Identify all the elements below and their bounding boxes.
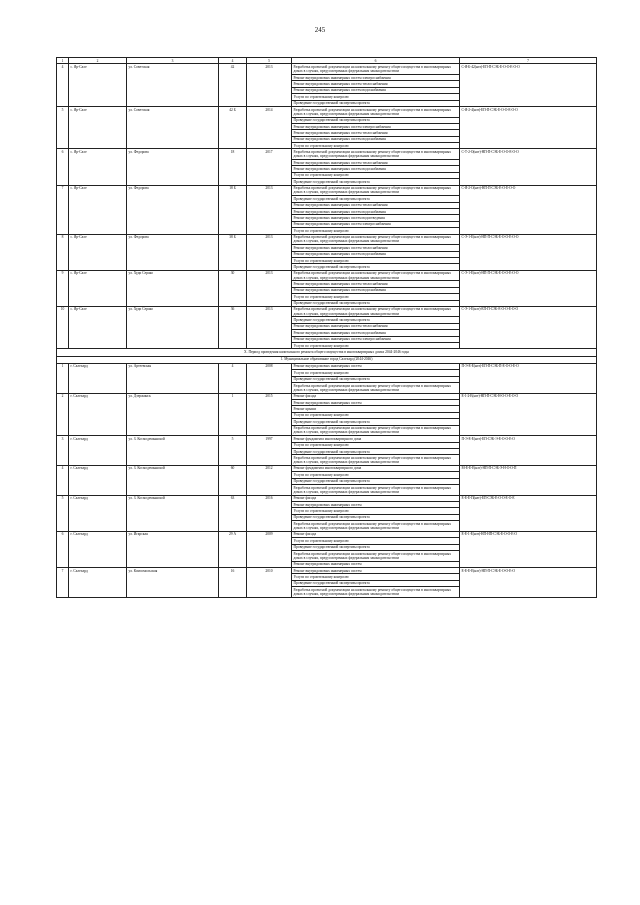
column-number: 2 [69, 58, 127, 64]
construction-year: 2013 [247, 234, 292, 270]
row-number: 6 [57, 149, 69, 185]
object-code: П-Э-Е-Е(нлт)-ЕП-СЭБ-Э-Е-О-О-Е-О [460, 436, 597, 466]
work-type: Услуги по строительному контролю [292, 257, 460, 263]
house-number: 42 Б [219, 106, 247, 149]
table-row [57, 234, 597, 245]
object-code: С-Э-1-Е(нлт)-НП-П-СЭБ-Е-О-О-Е-О-О [460, 234, 597, 270]
work-type: Ремонт внутридомовых инженерных систем электроснабжения [292, 123, 460, 129]
work-type: Проведение государственной экспертизы проекта [292, 376, 460, 382]
work-type: Разработка проектной документации на капитальному ремонту общего имущества в многоквартирных домах в случаях, предусмотренных федеральным законодательством [292, 64, 460, 75]
settlement: с. Яр-Сале [69, 149, 127, 185]
work-type: Услуги по строительному контролю [292, 508, 460, 514]
street: ул. Федорова [127, 149, 219, 185]
work-type: Разработка проектной документации на капитальному ремонту общего имущества в многоквартирных домах в случаях, предусмотренных федеральным законодательством [292, 106, 460, 117]
house-number: 38 Б [219, 234, 247, 270]
row-number: 7 [57, 185, 69, 234]
house-number: 5 [219, 436, 247, 466]
object-code: С-Э-1-Е(нлт)-НП-П-СЭБ-Е-О-О-Е-О-О [460, 270, 597, 306]
work-type: Разработка проектной документации на капитальному ремонту общего имущества в многоквартирных домах в случаях, предусмотренных федеральным законодательством [292, 185, 460, 196]
work-type: Ремонт внутридомовых инженерных систем водоснабжения [292, 330, 460, 336]
construction-year: 2012 [247, 465, 292, 495]
work-type: Ремонт внутридомовых инженерных систем электроснабжения [292, 336, 460, 342]
construction-year: 2013 [247, 185, 292, 234]
street: ул. Комсомольская [127, 567, 219, 597]
row-number: 7 [57, 567, 69, 597]
street: ул. З. Космодемьянской [127, 436, 219, 466]
work-type: Ремонт внутридомовых инженерных систем [292, 561, 460, 567]
street: ул. Федорова [127, 185, 219, 234]
work-type: Ремонт внутридомовых инженерных систем теплоснабжения [292, 81, 460, 87]
table-row [57, 64, 597, 75]
work-type: Ремонт внутридомовых инженерных систем [292, 567, 460, 573]
column-number: 6 [292, 58, 460, 64]
settlement: г. Салехард [69, 363, 127, 393]
repair-plan-table [56, 57, 597, 598]
object-code: Е-Е-Е-П(нлт)-ЕП-СЭБ-Е-О-О-Е-О-Е [460, 495, 597, 531]
work-type: Ремонт внутридомовых инженерных систем теплоснабжения [292, 323, 460, 329]
work-type: Ремонт внутридомовых инженерных систем электроснабжения [292, 74, 460, 80]
construction-year: 2009 [247, 531, 292, 567]
work-type: Проведение государственной экспертизы проекта [292, 580, 460, 586]
work-type: Ремонт внутридомовых инженерных систем теплоснабжения [292, 160, 460, 166]
house-number: 60 [219, 465, 247, 495]
construction-year: 2008 [247, 363, 292, 393]
work-type: Разработка проектной документации на капитальному ремонту общего имущества в многоквартирных домах в случаях, предусмотренных федеральным законодательством [292, 306, 460, 317]
object-code: Е-1-2-Е(нлт)-НП-П-СЭБ-Н-О-О-Е-О-О [460, 393, 597, 436]
column-number: 7 [460, 58, 597, 64]
work-type: Разработка проектной документации на капитальному ремонту общего имущества в многоквартирных домах в случаях, предусмотренных федеральным законодательством [292, 425, 460, 436]
row-number: 10 [57, 306, 69, 349]
work-type: Ремонт внутридомовых инженерных систем водоснабжения [292, 209, 460, 215]
work-type: Услуги по строительному контролю [292, 294, 460, 300]
construction-year: 2014 [247, 106, 292, 149]
table-row [57, 270, 597, 281]
house-number: 16 [219, 567, 247, 597]
work-type: Услуги по строительному контролю [292, 370, 460, 376]
work-type: Ремонт фундамента многоквартирного дома [292, 436, 460, 442]
table-row [57, 149, 597, 160]
object-code: С-Т-2-О(нлт)-НП-П-СЭБ-Е-О-О-Е-О-О [460, 149, 597, 185]
row-number: 5 [57, 495, 69, 531]
work-type: Проведение государственной экспертизы проекта [292, 264, 460, 270]
settlement: г. Салехард [69, 531, 127, 567]
table-row [57, 106, 597, 117]
settlement: с. Яр-Сале [69, 306, 127, 349]
table-row [57, 185, 597, 196]
row-number: 3 [57, 436, 69, 466]
work-type: Проведение государственной экспертизы проекта [292, 196, 460, 202]
row-number: 4 [57, 465, 69, 495]
house-number: 29 А [219, 531, 247, 567]
street: ул. Игарская [127, 531, 219, 567]
work-type: Разработка проектной документации на капитальному ремонту общего имущества в многоквартирных домах в случаях, предусмотренных федеральным законодательством [292, 455, 460, 466]
work-type: Ремонт внутридомовых инженерных систем водоснабжения [292, 251, 460, 257]
object-code: С-Я-Б-42(нлт)-ЕП-П-СЭБ-Е-О-О-Е-О-О [460, 64, 597, 107]
object-code: Е-Е-Е-Е(нлт)-НП-П-СЭБ-Е-О-О-Е-О [460, 567, 597, 597]
work-type: Услуги по строительному контролю [292, 442, 460, 448]
object-code: М-Е-Е-Е(нлт)-НП-П-СЭБ-Э-Н-О-О-П [460, 465, 597, 495]
work-type: Разработка проектной документации на капитальному ремонту общего имущества в многоквартирных домах в случаях, предусмотренных федеральным законодательством [292, 587, 460, 598]
work-type: Разработка проектной документации на капитальному ремонту общего имущества в многоквартирных домах в случаях, предусмотренных федеральным законодательством [292, 234, 460, 245]
construction-year: 2013 [247, 270, 292, 306]
work-type: Ремонт внутридомовых инженерных систем водоснабжения [292, 136, 460, 142]
settlement: г. Салехард [69, 436, 127, 466]
work-type: Услуги по строительному контролю [292, 412, 460, 418]
house-number: 30 [219, 270, 247, 306]
work-type: Разработка проектной документации на капитальному ремонту общего имущества в многоквартирных домах в случаях, предусмотренных федеральным законодательством [292, 550, 460, 561]
street: ул. З. Космодемьянской [127, 465, 219, 495]
settlement: с. Яр-Сале [69, 64, 127, 107]
work-type: Ремонт внутридомовых инженерных систем теплоснабжения [292, 281, 460, 287]
work-type: Ремонт внутридомовых инженерных систем электроснабжения [292, 221, 460, 227]
work-type: Ремонт внутридомовых инженерных систем водоснабжения [292, 287, 460, 293]
work-type: Разработка проектной документации на капитальному ремонту общего имущества в многоквартирных домах в случаях, предусмотренных федеральным законодательством [292, 270, 460, 281]
work-type: Ремонт внутридомовых инженерных систем теплоснабжения [292, 245, 460, 251]
row-number: 2 [57, 393, 69, 436]
table-row [57, 306, 597, 317]
settlement: г. Салехард [69, 393, 127, 436]
work-type: Ремонт внутридомовых инженерных систем [292, 363, 460, 369]
work-type: Ремонт крыши [292, 406, 460, 412]
work-type: Ремонт внутридомовых инженерных систем [292, 399, 460, 405]
settlement: с. Яр-Сале [69, 234, 127, 270]
construction-year: 2017 [247, 149, 292, 185]
page-number: 245 [314, 26, 326, 34]
street: ул. Федорова [127, 234, 219, 270]
house-number: 36 [219, 306, 247, 349]
construction-year: 2015 [247, 393, 292, 436]
work-type: Проведение государственной экспертизы проекта [292, 514, 460, 520]
work-type: Услуги по строительному контролю [292, 143, 460, 149]
work-type: Ремонт фасада [292, 495, 460, 501]
street: ул. Советская [127, 64, 219, 107]
work-type: Проведение государственной экспертизы проекта [292, 448, 460, 454]
house-number: 4 [219, 363, 247, 393]
street: ул. Худи Серако [127, 306, 219, 349]
subsection-row [57, 356, 597, 363]
row-number: 9 [57, 270, 69, 306]
row-number: 8 [57, 234, 69, 270]
construction-year: 2013 [247, 64, 292, 107]
work-type: Услуги по строительному контролю [292, 94, 460, 100]
object-code: С-Э-1-Е(нлт)-ЕП-П-СЭБ-Е-О-О-Е-О-О [460, 306, 597, 349]
settlement: с. Яр-Сале [69, 106, 127, 149]
row-number: 4 [57, 64, 69, 107]
work-type: Проведение государственной экспертизы проекта [292, 100, 460, 106]
work-type: Услуги по строительному контролю [292, 343, 460, 349]
object-code: С-Я-2-4(нлт)-ЕП-П-СЭБ-Е-О-О-Е-О-О [460, 106, 597, 149]
construction-year: 2016 [247, 495, 292, 531]
construction-year: 2010 [247, 567, 292, 597]
work-type: Ремонт внутридомовых инженерных систем водоотведения [292, 215, 460, 221]
row-number: 6 [57, 531, 69, 567]
work-type: Проведение государственной экспертизы проекта [292, 317, 460, 323]
work-type: Ремонт фундамента многоквартирного дома [292, 465, 460, 471]
work-type: Ремонт внутридомовых инженерных систем водоснабжения [292, 87, 460, 93]
column-number: 3 [127, 58, 219, 64]
column-number: 1 [57, 58, 69, 64]
work-type: Разработка проектной документации на капитальному ремонту общего имущества в многоквартирных домах в случаях, предусмотренных федеральным законодательством [292, 382, 460, 393]
settlement: г. Салехард [69, 465, 127, 495]
house-number: 18 [219, 149, 247, 185]
work-type: Услуги по строительному контролю [292, 228, 460, 234]
street: ул. Артеевская [127, 363, 219, 393]
house-number: 42 [219, 64, 247, 107]
object-code: Е-Е-1-Е(нлт)-НП-НП-СЭБ-Е-О-О-Е-О [460, 531, 597, 567]
construction-year: 2013 [247, 306, 292, 349]
section-row [57, 349, 597, 356]
work-type: Ремонт внутридомовых инженерных систем теплоснабжения [292, 202, 460, 208]
object-code: П-Э-Е-Е(нлт)-ЕП-П-СЭБ-П-Е-О-О-Е-О [460, 363, 597, 393]
work-type: Услуги по строительному контролю [292, 472, 460, 478]
work-type: Проведение государственной экспертизы проекта [292, 300, 460, 306]
street: ул. З. Космодемьянской [127, 495, 219, 531]
work-type: Проведение государственной экспертизы проекта [292, 117, 460, 123]
settlement: г. Салехард [69, 495, 127, 531]
row-number: 1 [57, 363, 69, 393]
work-type: Разработка проектной документации на капитальному ремонту общего имущества в многоквартирных домах в случаях, предусмотренных федеральным законодательством [292, 521, 460, 532]
work-type: Ремонт внутридомовых инженерных систем теплоснабжения [292, 130, 460, 136]
house-number: 63 [219, 495, 247, 531]
work-type: Ремонт фасада [292, 531, 460, 537]
subsection-title: 1. Муниципальное образование город Салехард (2044-2046) [57, 356, 597, 363]
street: ул. Дзержинск [127, 393, 219, 436]
settlement: с. Яр-Сале [69, 270, 127, 306]
house-number: 18 Б [219, 185, 247, 234]
section-title: X. Период проведения капитального ремонта общего имущества в многоквартирных домах 2044-2046 годы [57, 349, 597, 356]
work-type: Разработка проектной документации на капитальному ремонту общего имущества в многоквартирных домах в случаях, предусмотренных федеральным законодательством [292, 149, 460, 160]
work-type: Проведение государственной экспертизы проекта [292, 179, 460, 185]
column-number: 4 [219, 58, 247, 64]
work-type: Ремонт фасада [292, 393, 460, 399]
street: ул. Худи Серако [127, 270, 219, 306]
work-type: Проведение государственной экспертизы проекта [292, 544, 460, 550]
work-type: Ремонт внутридомовых инженерных систем водоснабжения [292, 166, 460, 172]
settlement: с. Яр-Сале [69, 185, 127, 234]
street: ул. Советская [127, 106, 219, 149]
object-code: С-Я-2-О(нлт)-НП-П-СЭБ-Е-О-Е-О-О [460, 185, 597, 234]
work-type: Проведение государственной экспертизы проекта [292, 478, 460, 484]
work-type: Разработка проектной документации на капитальному ремонту общего имущества в многоквартирных домах в случаях, предусмотренных федеральным законодательством [292, 485, 460, 496]
work-type: Услуги по строительному контролю [292, 538, 460, 544]
house-number: 1 [219, 393, 247, 436]
column-number: 5 [247, 58, 292, 64]
work-type: Услуги по строительному контролю [292, 172, 460, 178]
row-number: 5 [57, 106, 69, 149]
settlement: г. Салехард [69, 567, 127, 597]
work-type: Услуги по строительному контролю [292, 574, 460, 580]
construction-year: 1997 [247, 436, 292, 466]
work-type: Проведение государственной экспертизы проекта [292, 419, 460, 425]
work-type: Ремонт внутридомовых инженерных систем [292, 502, 460, 508]
